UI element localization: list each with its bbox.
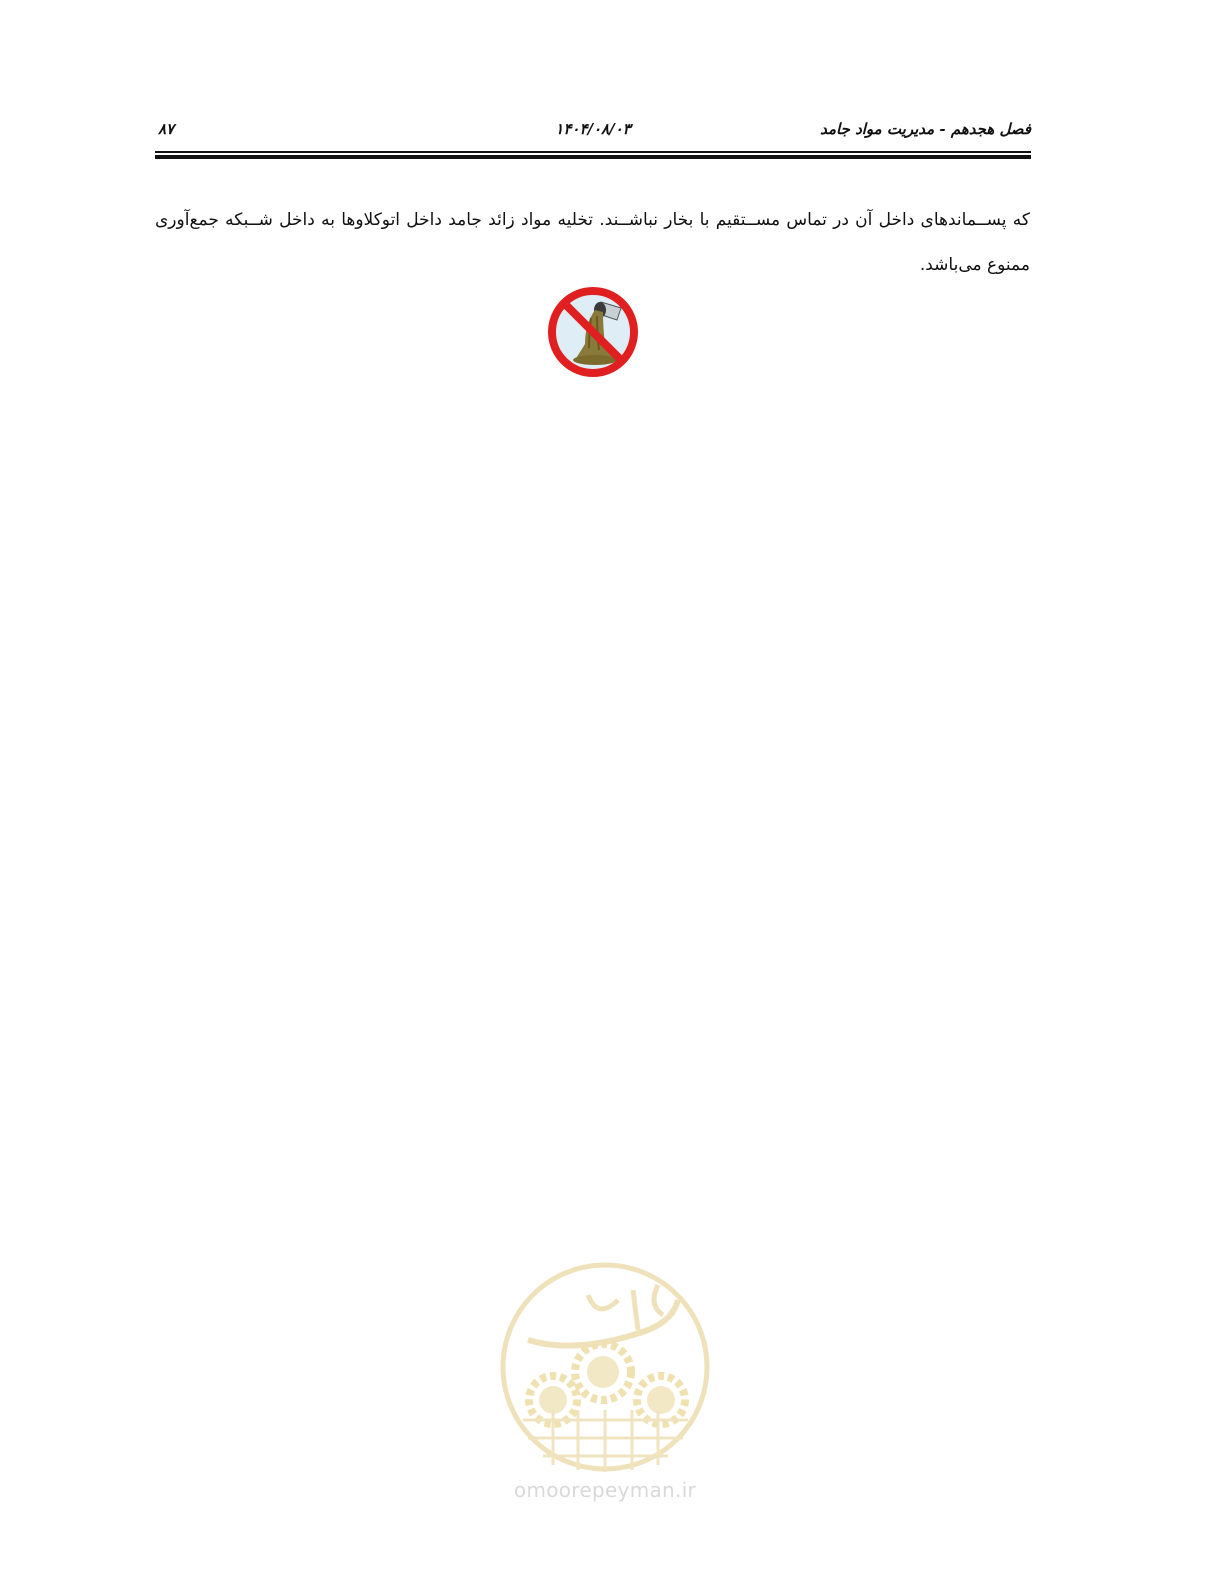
header-rule-thick bbox=[155, 155, 1031, 159]
header-rule-thin bbox=[155, 151, 1031, 153]
header-date: ۱۴۰۴/۰۸/۰۳ bbox=[555, 120, 631, 138]
chapter-title: فصل هجدهم - مدیریت مواد جامد bbox=[820, 120, 1031, 138]
omoorepeyman-logo-watermark bbox=[498, 1260, 712, 1474]
body-paragraph: که پســماندهای داخل آن در تماس مســتقیم با بخار نباشــند. تخلیه مواد زائد جامد داخل اتوکلاوها به داخل شــبکه جمع‌آوری ممنوع می‌باشد. bbox=[155, 210, 1030, 275]
no-dumping-prohibition-icon bbox=[545, 284, 641, 380]
watermark-url: omoorepeyman.ir bbox=[513, 1478, 697, 1502]
page-number: ۸۷ bbox=[158, 120, 175, 138]
page-header bbox=[155, 120, 1031, 144]
